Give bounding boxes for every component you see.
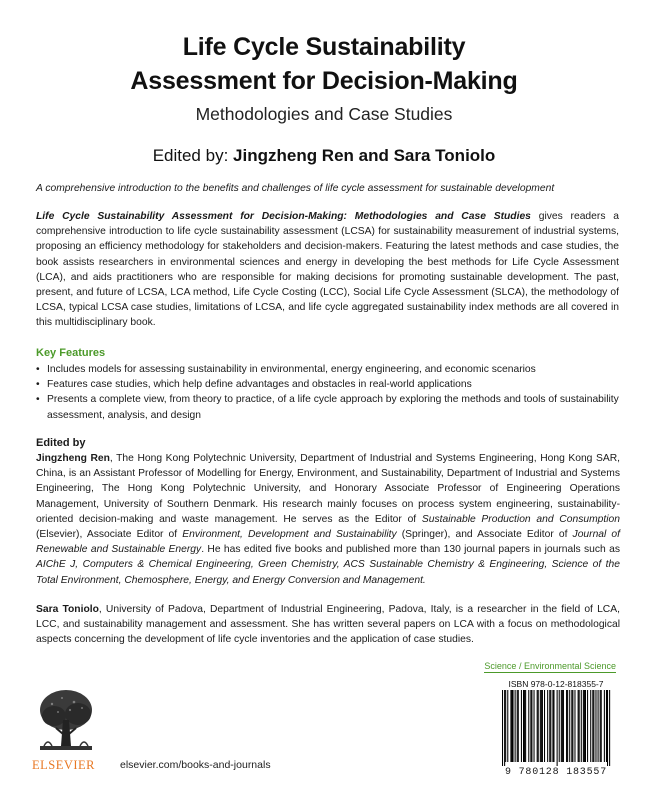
barcode-bar xyxy=(567,690,568,762)
barcode-bar xyxy=(559,690,560,762)
barcode-bar xyxy=(518,690,519,762)
barcode-bar xyxy=(557,690,558,766)
barcode-bar xyxy=(507,690,508,762)
green-divider xyxy=(484,672,616,673)
barcode-bar xyxy=(607,690,608,766)
elsevier-wordmark: ELSEVIER xyxy=(32,758,96,772)
book-title xyxy=(0,30,648,98)
barcode-bar xyxy=(513,690,514,762)
barcode-bar xyxy=(517,690,518,762)
barcode-bar xyxy=(511,690,512,762)
barcode-bar xyxy=(592,690,593,762)
barcode-bar xyxy=(534,690,535,762)
barcode-bar xyxy=(584,690,585,762)
barcode-bar xyxy=(521,690,522,762)
barcode-bar xyxy=(538,690,539,762)
toniolo-name: Sara Toniolo xyxy=(36,604,99,615)
barcode-bar xyxy=(552,690,553,762)
barcode-bar xyxy=(601,690,602,762)
barcode-icon xyxy=(498,690,614,766)
toniolo-bio-text: , University of Padova, Department of Industrial Engineering, Padova, Italy, is a researcher in the field of LCA, LCC, and sustainability management and assessment. She has written several papers on LCA with a focus on methodological aspects concerning the development of life cycle inventories and the application of case studies. xyxy=(36,604,620,646)
barcode-digits: 9 780128 183557 xyxy=(504,767,607,778)
barcode-bar xyxy=(540,690,541,762)
barcode-bar xyxy=(571,690,572,762)
tagline: A comprehensive introduction to the benefits and challenges of life cycle assessment for sustainable development xyxy=(36,183,555,194)
barcode-bar xyxy=(528,690,529,762)
barcode-bar xyxy=(583,690,584,762)
ren-journal-3: Journal of Renewable and Sustainable Energy xyxy=(36,529,620,556)
barcode-bar xyxy=(541,690,542,762)
barcode-bar xyxy=(609,690,610,766)
key-feature-item: • Includes models for assessing sustainability in environmental, energy engineering, and economic scenarios xyxy=(36,362,620,377)
description xyxy=(36,209,619,331)
barcode-bar xyxy=(504,690,505,766)
barcode-bar xyxy=(510,690,511,762)
ren-name: Jingzheng Ren xyxy=(36,453,110,464)
ren-journal-1: Sustainable Production and Consumption xyxy=(421,513,620,525)
barcode-bar xyxy=(544,690,545,762)
ren-journal-2: Environment, Development and Sustainability xyxy=(182,529,397,541)
ren-journal-list: AIChE J, Computers & Chemical Engineering, Green Chemistry, ACS Sustainable Chemistry & Engineering, Science of the Total Environment, Chemosphere, Energy, and Energy Conversion and Management. xyxy=(36,559,620,586)
barcode-bar xyxy=(502,690,503,766)
barcode-bar xyxy=(524,690,525,762)
barcode-bar xyxy=(593,690,594,762)
barcode-bar xyxy=(553,690,554,762)
editors-names: Jingzheng Ren and Sara Toniolo xyxy=(233,146,496,165)
barcode-bar xyxy=(549,690,550,762)
barcode-bar xyxy=(537,690,538,762)
barcode-bar xyxy=(581,690,582,762)
barcode-bar xyxy=(574,690,575,762)
ren-bio xyxy=(36,451,620,588)
ren-bio-text-2: (Elsevier), Associate Editor of xyxy=(36,529,183,541)
barcode-bar xyxy=(585,690,586,762)
description-body: gives readers a comprehensive introduction to life cycle sustainability assessment (LCSA) for sustainability measurement of industrial systems, proposing an efficiency methodology for stakeholders and decision-makers. Featuring the latest methods and case studies, the book assists researchers in environmental sciences and energy in developing the best methods for Life Cycle Assessment (LCA), and aids practitioners who are responsible for making decisions for promoting sustainable development. The past, present, and future of LCSA, LCA method, Life Cycle Costing (LCC), Social Life Cycle Assessment (SLCA), the methodology of LCSA, typical LCSA case studies, limitations of LCSA, and life cycle aggregated sustainability index methods are all covered in this multidisciplinary book. xyxy=(36,211,619,329)
book-subtitle: Methodologies and Case Studies xyxy=(195,104,453,124)
barcode-bar xyxy=(505,690,506,762)
elsevier-tree-logo-icon xyxy=(34,686,98,758)
book-title-line-2: Assessment for Decision-Making xyxy=(130,67,518,95)
barcode-bar xyxy=(563,690,564,762)
isbn-barcode-block xyxy=(498,679,614,780)
barcode-bar xyxy=(587,690,588,762)
isbn-number: ISBN 978-0-12-818355-7 xyxy=(508,679,604,689)
barcode-bar xyxy=(578,690,579,762)
barcode-bar xyxy=(531,690,532,762)
barcode-bar xyxy=(515,690,516,762)
barcode-bar xyxy=(566,690,567,762)
key-features-list xyxy=(36,362,620,423)
edited-by-heading: Edited by xyxy=(36,437,86,449)
publisher-website-link[interactable]: elsevier.com/books-and-journals xyxy=(120,759,271,771)
key-feature-item: • Presents a complete view, from theory to practice, of a life cycle approach by exploring the methods and tools of sustainability assessment, analysis, and design xyxy=(36,392,620,422)
barcode-bar xyxy=(595,690,596,762)
barcode-bar xyxy=(562,690,563,762)
barcode-bar xyxy=(542,690,543,762)
barcode-bar xyxy=(569,690,570,762)
barcode-bar xyxy=(590,690,591,762)
barcode-bar xyxy=(579,690,580,762)
barcode-bar xyxy=(598,690,599,762)
ren-bio-text-4: . He has edited five books and published more than 130 journal papers in journals such as xyxy=(201,544,620,556)
toniolo-bio xyxy=(36,602,620,648)
barcode-bar xyxy=(604,690,605,762)
barcode-bar xyxy=(550,690,551,762)
barcode-bar xyxy=(606,690,607,762)
editors-prefix: Edited by: xyxy=(152,146,229,165)
book-title-line-1: Life Cycle Sustainability xyxy=(182,33,466,61)
subject-category: Science / Environmental Science xyxy=(484,661,616,671)
ren-bio-text-1: , The Hong Kong Polytechnic University, Department of Industrial and Systems Engineering, Hong Kong SAR, China, is an Assistant Professor of Modelling for Energy, Environment, and Sustainability, Department of Industrial and Systems Engineering, The Hong Kong Polytechnic University, and Honorary Associate Professor of Engineering Operations Management, University of Southern Denmark. His research mainly focuses on process system engineering, sustainability-oriented decision-making and waste management. He serves as the Editor of xyxy=(36,453,620,525)
barcode-bar xyxy=(547,690,548,762)
editors-line xyxy=(0,146,648,166)
barcode-bar xyxy=(525,690,526,762)
barcode-bar xyxy=(530,690,531,762)
barcode-bar xyxy=(561,690,562,762)
barcode-bar xyxy=(572,690,573,762)
ren-bio-text-3: (Springer), and Associate Editor of xyxy=(396,529,573,541)
barcode-bar xyxy=(523,690,524,762)
key-feature-item: • Features case studies, which help define advantages and obstacles in real-world applications xyxy=(36,377,620,392)
barcode-bar xyxy=(600,690,601,762)
key-features-heading: Key Features xyxy=(36,347,106,359)
description-book-title: Life Cycle Sustainability Assessment for Decision-Making: Methodologies and Case Studies xyxy=(36,211,531,222)
